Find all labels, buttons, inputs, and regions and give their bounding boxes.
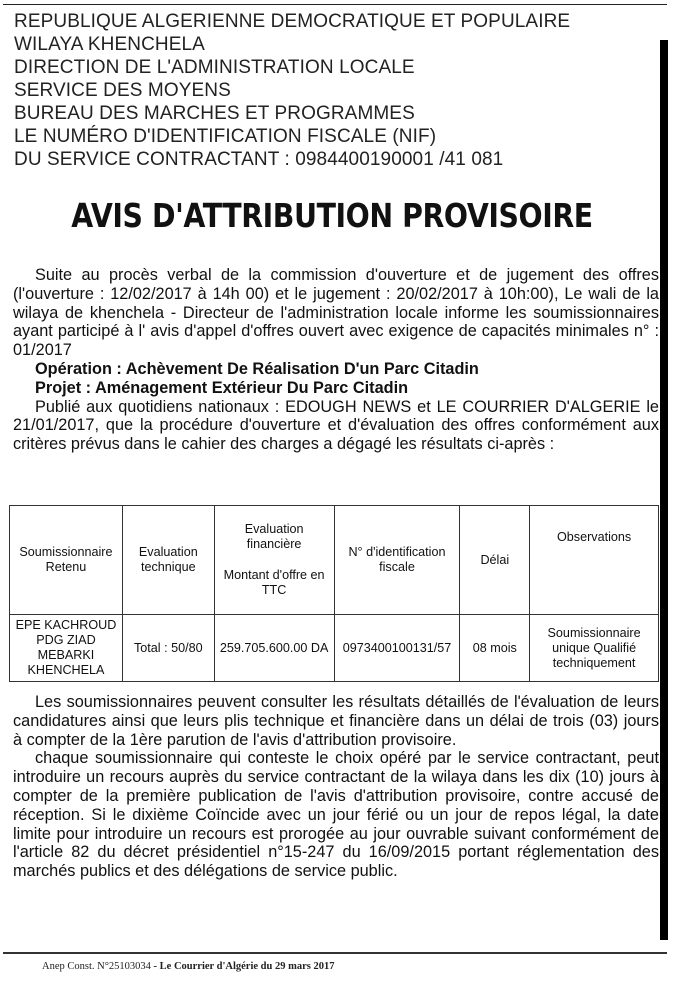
intro-paragraph: Suite au procès verbal de la commission d'ouverture et de jugement des offres (l'ouverture : 12/02/2017 à 14h 00) et le jugement : 20/02/2017 à 10h:00), Le wali de la wilaya de khenchela - Directeur de l'administration locale informe les soumissionnaires ayant participé à l' avis d'appel d'offres ouvert avec exigence de capacités minimales n° : 01/2017 xyxy=(13,266,659,360)
cell-delai: 08 mois xyxy=(460,615,530,682)
results-table xyxy=(9,505,659,682)
right-border-bar xyxy=(660,40,668,940)
header-eval-fin xyxy=(214,506,334,615)
recours-paragraph: chaque soumissionnaire qui conteste le choix opéré par le service contractant, peut introduire un recours auprès du service contractant de la wilaya dans les dix (10) jours à compter de la première publication de l'avis d'attribution provisoire, contre accusé de réception. Si le dixième Coïncide avec un jour férié ou un jour de repos légal, la date limite pour introduire un recours est prorogée au jour ouvrable suivant conformément de l'article 82 du décret présidentiel n°15-247 du 16/09/2015 portant réglementation des marchés publics et des délégations de service public. xyxy=(13,749,659,881)
intro-section xyxy=(13,266,659,454)
header-line-2: WILAYA KHENCHELA xyxy=(14,34,205,55)
header-delai: Délai xyxy=(460,506,530,615)
table-row xyxy=(10,615,659,682)
cell-montant: 259.705.600.00 DA xyxy=(214,615,334,682)
closing-section xyxy=(13,693,659,881)
table-header-row xyxy=(10,506,659,615)
header-nif: N° d'identification fiscale xyxy=(334,506,460,615)
header-soumissionnaire: Soumissionnaire Retenu xyxy=(10,506,123,615)
cell-soumissionnaire: EPE KACHROUD PDG ZIAD MEBARKI KHENCHELA xyxy=(10,615,123,682)
footer-divider xyxy=(3,952,667,954)
publication-paragraph: Publié aux quotidiens nationaux : EDOUGH NEWS et LE COURRIER D'ALGERIE le 21/01/2017, que la procédure d'ouverture et d'évaluation des offres conformément aux critères prévus dans le cahier des charges a dégagé les résultats ci-après : xyxy=(13,397,659,454)
operation-line: Opération : Achèvement De Réalisation D'un Parc Citadin xyxy=(35,359,479,378)
header-eval-fin-label: Evaluation financière xyxy=(244,522,304,551)
header-line-4: SERVICE DES MOYENS xyxy=(14,80,231,101)
footer xyxy=(42,961,334,972)
header-observations: Observations xyxy=(530,506,659,615)
header-line-1: REPUBLIQUE ALGERIENNE DEMOCRATIQUE ET POPULAIRE xyxy=(14,11,571,32)
header-line-6: LE NUMÉRO D'IDENTIFICATION FISCALE (NIF) xyxy=(14,126,437,147)
footer-source: - Le Courrier d'Algérie du 29 mars 2017 xyxy=(153,961,335,972)
consultation-paragraph: Les soumissionnaires peuvent consulter les résultats détaillés de l'évaluation de leurs candidatures ainsi que leurs plis technique et financière dans un délai de trois (03) jours à compter de la 1ère parution de l'avis d'attribution provisoire. xyxy=(13,693,659,749)
cell-nif: 0973400100131/57 xyxy=(334,615,460,682)
cell-eval-tech: Total : 50/80 xyxy=(122,615,214,682)
page-title: AVIS D'ATTRIBUTION PROVISOIRE xyxy=(71,196,593,235)
header-line-7: DU SERVICE CONTRACTANT : 0984400190001 /41 081 xyxy=(14,149,504,170)
cell-observations: Soumissionnaire unique Qualifié techniquement xyxy=(530,615,659,682)
header-block xyxy=(14,10,654,171)
header-montant-label: Montant d'offre en TTC xyxy=(223,568,325,597)
header-line-5: BUREAU DES MARCHES ET PROGRAMMES xyxy=(14,103,415,124)
footer-anep: Anep Const. N°25103034 xyxy=(42,961,151,972)
header-line-3: DIRECTION DE L'ADMINISTRATION LOCALE xyxy=(14,57,415,78)
projet-line: Projet : Aménagement Extérieur Du Parc Citadin xyxy=(35,378,409,397)
header-eval-tech: Evaluation technique xyxy=(122,506,214,615)
